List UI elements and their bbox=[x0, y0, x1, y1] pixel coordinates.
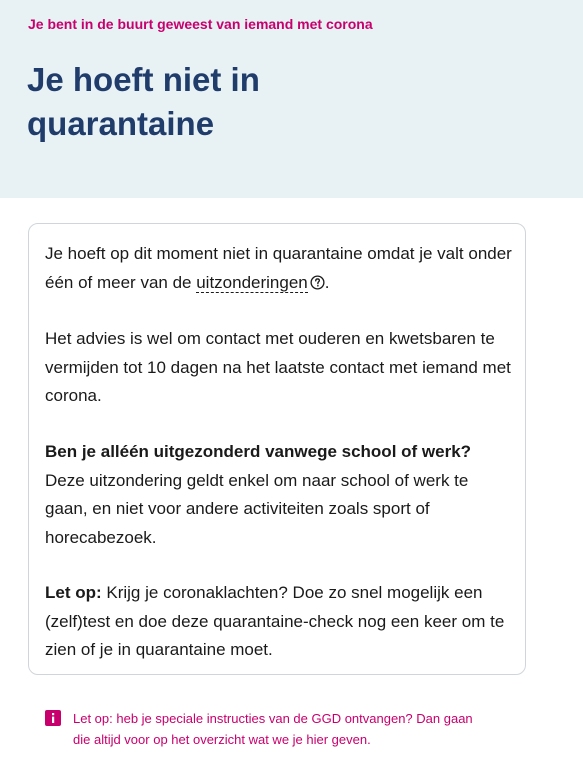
exceptions-link[interactable]: uitzonderingen bbox=[196, 272, 308, 292]
result-paragraph-complaints bbox=[45, 579, 515, 665]
result-card bbox=[28, 223, 526, 675]
page-title: Je hoeft niet in quarantaine bbox=[27, 61, 260, 142]
result-paragraph-school-work bbox=[45, 438, 515, 552]
school-work-question: Ben je alléén uitgezonderd vanwege school of werk? bbox=[45, 442, 472, 461]
result-paragraph-advice: Het advies is wel om contact met ouderen en kwetsbaren te vermijden tot 10 dagen na het laatste contact met iemand met corona. bbox=[45, 329, 511, 405]
complaints-text: Krijg je coronaklachten? Doe zo snel mogelijk een (zelf)test en doe deze quarantaine-check nog een keer om te zien of je in quarantaine moet. bbox=[45, 583, 505, 659]
ggd-notice-text: Let op: heb je speciale instructies van de GGD ontvangen? Dan gaan die altijd voor op het overzicht wat we je hier geven. bbox=[73, 711, 473, 747]
school-work-text: Deze uitzondering geldt enkel om naar school of werk te gaan, en niet voor andere activiteiten zoals sport of horecabezoek. bbox=[45, 470, 469, 547]
result-paragraph-exceptions bbox=[45, 240, 515, 297]
complaints-label: Let op: bbox=[45, 583, 102, 602]
page-header bbox=[0, 0, 583, 198]
info-icon bbox=[45, 710, 61, 726]
page-eyebrow: Je bent in de buurt geweest van iemand met corona bbox=[28, 16, 373, 32]
exceptions-text-before: Je hoeft op dit moment niet in quarantaine omdat je valt onder één of meer van de bbox=[45, 244, 512, 292]
exceptions-text-after: . bbox=[324, 272, 330, 292]
help-icon[interactable] bbox=[310, 275, 325, 290]
